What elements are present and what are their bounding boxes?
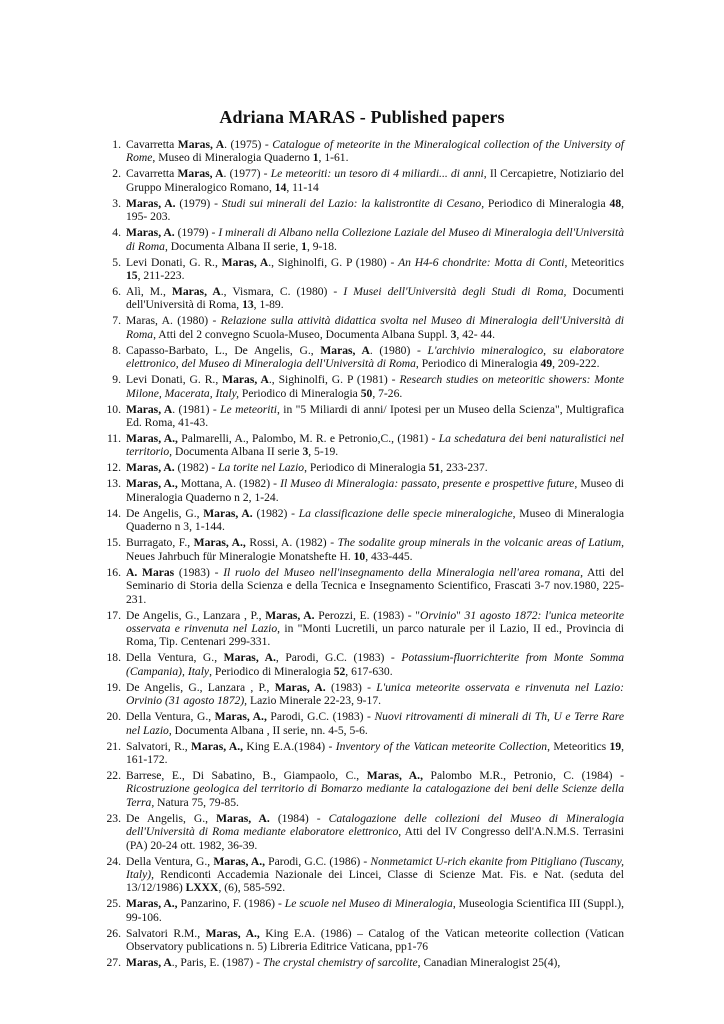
paper-title: The crystal chemistry of sarcolite xyxy=(262,956,418,970)
publication-entry xyxy=(112,255,624,283)
author-highlight: 52 xyxy=(333,664,346,678)
citation-text: Alì, M., xyxy=(126,285,172,299)
citation-text: Atti del Seminario di Storia della Scienza e della Tecnica e Insegnamento Scientifico, Frascati 3-7 nov.1980, 225-231. xyxy=(126,565,624,606)
author-highlight: Maras, A. xyxy=(126,196,176,210)
publication-entry xyxy=(112,373,624,400)
paper-title: Le scuole nel Museo di Mineralogia xyxy=(284,897,453,911)
publication-entry xyxy=(106,402,625,430)
citation-text: , 211-223. xyxy=(137,269,185,283)
author-highlight: 1 xyxy=(312,151,319,165)
publication-entry xyxy=(106,651,625,678)
author-highlight: Maras, A., xyxy=(193,536,246,550)
citation-text: , 7-26. xyxy=(372,386,403,400)
citation-text: . (1977) - xyxy=(223,167,271,181)
citation-text: , Periodico di Mineralogia xyxy=(304,461,429,475)
citation-text: Levi Donati, G. R., xyxy=(126,373,223,387)
author-highlight: 1 xyxy=(301,239,307,253)
citation-text: , Meteoritics xyxy=(547,739,610,753)
publication-entry xyxy=(112,226,625,253)
paper-title: Inventory of the Vatican meteorite Collection xyxy=(335,739,548,753)
citation-text: , Il Cercapietre, Notiziario del Gruppo Mineralogico Romano, xyxy=(126,167,624,194)
citation-text: , 209-222. xyxy=(552,357,600,371)
citation-text: Periodico di Mineralogia xyxy=(239,386,361,400)
citation-text: Levi Donati, G. R., xyxy=(126,255,222,269)
publication-entry xyxy=(106,739,625,767)
citation-text: Della Ventura, G., xyxy=(126,854,214,868)
citation-text: Cavarretta xyxy=(126,167,178,181)
publication-entry xyxy=(106,565,624,606)
citation-text: , in "Monti Lucretili, un parco naturale per il Lazio, II ed., Provincia di Roma, Tip. Centenari 299-331. xyxy=(126,621,624,649)
citation-text: Neues Jahrbuch für Mineralogie Monatshefte H. xyxy=(126,549,354,563)
citation-text: . (1980) - xyxy=(369,343,428,357)
citation-text: , Rendiconti Accademia Nazionale dei Lincei, Classe di Scienze Mat. Fis. e Nat. (seduta del 13/12/1986) xyxy=(126,867,624,895)
publication-entry xyxy=(106,811,625,852)
citation-text: , 42- 44. xyxy=(456,327,496,341)
citation-text: , 195- 203. xyxy=(126,196,625,224)
citation-text: , Periodico di Mineralogia xyxy=(415,357,541,371)
entry-number: 19. xyxy=(106,680,121,694)
entry-number: 14. xyxy=(106,506,121,520)
publication-list xyxy=(106,138,625,972)
paper-title: Nonmetamict U-rich ekanite from Pitigliano (Tuscany, Italy) xyxy=(126,854,624,881)
citation-text: . (1975) - xyxy=(224,138,273,151)
publication-entry xyxy=(106,536,624,563)
citation-text: Barrese, E., Di Sabatino, B., Giampaolo, C., xyxy=(126,768,367,782)
citation-text: , 433-445. xyxy=(365,549,413,563)
publication-entry xyxy=(106,680,625,708)
publication-entry xyxy=(112,285,624,312)
paper-title: L'archivio mineralogico, su elaboratore elettronico, del Museo di Mineralogia dell'Università di Roma xyxy=(126,343,624,371)
author-highlight: Maras, A xyxy=(221,255,269,269)
author-highlight: Maras, A., xyxy=(205,926,260,940)
citation-text: Cavarretta xyxy=(126,138,178,151)
citation-text: Lazio Minerale 22-23, 9-17. xyxy=(247,694,382,708)
entry-number: 2. xyxy=(112,167,121,181)
citation-text: Della Ventura, G., xyxy=(126,651,224,665)
paper-title: Nuovi ritrovamenti di minerali di Th, U e Terre Rare nel Lazio xyxy=(126,710,624,737)
entry-number: 6. xyxy=(112,285,121,299)
publication-entry xyxy=(106,506,624,534)
entry-number: 23. xyxy=(106,811,121,825)
publication-entry xyxy=(112,343,624,371)
citation-text: ., Vismara, C. (1980) - xyxy=(220,285,344,299)
entry-number: 22. xyxy=(106,768,121,782)
citation-text: Palmarelli, A., Palombo, M. R. e Petronio,C., (1981) - xyxy=(177,432,439,446)
publication-entry xyxy=(106,477,624,504)
publication-entry xyxy=(112,138,625,165)
entry-number: 20. xyxy=(106,710,121,724)
citation-text: Maras, A. (1980) - xyxy=(126,314,221,328)
paper-title: Research studies on meteoritic showers: Monte Milone, Macerata, Italy, xyxy=(126,373,624,400)
citation-text: ., Sighinolfi, G. P (1980) - xyxy=(268,255,399,269)
author-highlight: Maras, A. xyxy=(265,608,315,622)
citation-text: , 11-14 xyxy=(286,180,319,194)
citation-text: , Museo di Mineralogia Quaderno xyxy=(152,151,313,165)
author-highlight: Maras, A., xyxy=(126,477,178,491)
citation-text: Museo di Mineralogia Quaderno n 2, 1-24. xyxy=(126,477,624,504)
author-highlight: Maras, A xyxy=(222,373,269,387)
author-highlight: 48 xyxy=(609,196,622,210)
author-highlight: Maras, A xyxy=(177,138,225,151)
author-highlight: Maras, A. xyxy=(126,461,175,475)
paper-title: Le meteoriti xyxy=(220,402,277,416)
citation-text: , 1-89. xyxy=(253,298,284,312)
publication-entry xyxy=(106,768,624,809)
citation-text: Parodi, G.C. (1986) - xyxy=(265,854,371,868)
paper-title: I Musei dell'Università degli Studi di Roma, xyxy=(343,285,567,299)
citation-text: , 617-630. xyxy=(345,664,393,678)
author-highlight: Maras, A., xyxy=(214,710,267,724)
entry-number: 3. xyxy=(112,196,121,210)
citation-text: , 233-237. xyxy=(440,461,488,475)
citation-text: Palombo M.R., Petronio, C. (1984) - xyxy=(422,768,624,782)
citation-text: (1984) - xyxy=(269,811,329,825)
author-highlight: Maras, A xyxy=(320,343,370,357)
citation-text: Mottana, A. (1982) - xyxy=(177,477,281,491)
citation-text: Documenti dell'Università di Roma, xyxy=(126,285,624,312)
entry-number: 24. xyxy=(106,854,121,868)
citation-text: , in "5 Miliardi di anni/ Ipotesi per un Museo della Scienza", Multigrafica Ed. Roma, 41-43. xyxy=(126,402,625,430)
citation-text: , Documenta Albana , II serie, nn. 4-5, 5-6. xyxy=(168,723,368,737)
entry-number: 17. xyxy=(106,608,121,622)
citation-text: , 161-172. xyxy=(126,739,625,766)
publication-entry xyxy=(106,854,624,895)
paper-title: 31 agosto 1872: l'unica meteorite osservata e rinvenuta nel Lazio xyxy=(126,608,624,635)
citation-text: , Periodico di Mineralogia xyxy=(209,664,334,678)
entry-number: 27. xyxy=(106,956,121,970)
entry-number: 4. xyxy=(112,226,121,240)
paper-title: L'unica meteorite osservata e rinvenuta nel Lazio: Orvinio (31 agosto 1872), xyxy=(126,680,625,708)
paper-title: Potassium-fluorrichterite from Monte Somma (Campania), Italy xyxy=(126,651,625,678)
citation-text: (1979) - xyxy=(174,226,219,240)
citation-text: , (6), 585-592. xyxy=(218,881,286,895)
citation-text: , Atti del 2 convegno Scuola-Museo, Documenta Albana Suppl. xyxy=(153,327,451,341)
entry-number: 13. xyxy=(106,477,121,491)
citation-text: (1979) - xyxy=(175,196,222,210)
paper-title: Studi sui minerali del Lazio: la kalistrontite di Cesano xyxy=(221,196,482,210)
publication-entry xyxy=(106,926,624,954)
citation-text: , 5-19. xyxy=(308,445,339,459)
author-highlight: 10 xyxy=(353,549,366,563)
citation-text: Parodi, G.C. (1983) - xyxy=(266,710,375,724)
author-highlight: Maras, A., xyxy=(366,768,423,782)
entry-number: 15. xyxy=(106,536,121,550)
author-highlight: 49 xyxy=(540,357,553,371)
author-highlight: Maras, A. xyxy=(223,651,276,665)
author-highlight: Maras, A., xyxy=(126,897,178,911)
paper-title: La classificazione delle specie mineralogiche xyxy=(298,506,513,520)
citation-text: , Parodi, G.C. (1983) - xyxy=(275,651,402,665)
citation-text: (1983) - xyxy=(325,680,377,694)
citation-text: Salvatori R.M., xyxy=(126,926,206,940)
citation-text: , 1-61. xyxy=(318,151,349,165)
author-highlight: Maras, A xyxy=(126,402,173,416)
paper-title: Il Museo di Mineralogia: passato, presente e prospettive future, xyxy=(280,477,578,491)
author-highlight: 19 xyxy=(609,739,622,753)
citation-text: (1983) - xyxy=(174,565,224,579)
author-highlight: Maras, A. xyxy=(126,226,175,240)
author-highlight: 3 xyxy=(302,445,309,459)
citation-text: King E.A.(1984) - xyxy=(243,739,336,753)
paper-title: Orvinio xyxy=(420,608,457,622)
publication-entry xyxy=(112,196,625,224)
entry-number: 10. xyxy=(106,402,121,416)
author-highlight: Maras, A., xyxy=(213,854,266,868)
author-highlight: Maras, A., xyxy=(191,739,244,753)
author-highlight: Maras, A. xyxy=(216,811,270,825)
author-highlight: 13 xyxy=(242,298,254,312)
paper-title: Catalogazione delle collezioni del Museo di Mineralogia dell'Università di Roma mediante elaboratore elettronico xyxy=(126,811,625,839)
publication-entry xyxy=(106,432,624,459)
paper-title: An H4-6 chondrite: Motta di Conti xyxy=(398,255,565,269)
citation-text: " xyxy=(456,608,465,622)
paper-title: Relazione sulla attività didattica svolta nel Museo di Mineralogia dell'Università di Roma xyxy=(126,314,624,341)
citation-text: Natura 75, 79-85. xyxy=(154,795,239,809)
citation-text: , Meteoritics xyxy=(564,255,624,269)
publication-entry xyxy=(106,710,624,737)
citation-text: ., Sighinolfi, G. P (1981) - xyxy=(268,373,400,387)
paper-title: La torite nel Lazio xyxy=(218,461,305,475)
author-highlight: Maras, A. xyxy=(274,680,326,694)
publication-entry xyxy=(106,956,624,970)
author-highlight: Maras, A xyxy=(177,167,224,181)
citation-text: Della Ventura, G., xyxy=(126,710,215,724)
entry-number: 1. xyxy=(112,138,121,151)
author-highlight: 3 xyxy=(450,327,457,341)
citation-text: . (1981) - xyxy=(172,402,221,416)
publication-entry xyxy=(112,314,624,341)
author-highlight: Maras, A. xyxy=(203,506,253,520)
author-highlight: Maras, A xyxy=(126,956,172,970)
citation-text: King E.A. (1986) – Catalog of the Vatican meteorite collection (Vatican Observatory publications n. 5) Libreria Editrice Vaticana, pp1-76 xyxy=(126,926,624,954)
entry-number: 16. xyxy=(106,565,121,579)
paper-title: La schedatura dei beni naturalistici nel territorio, xyxy=(126,432,624,459)
citation-text: Perozzi, E. (1983) - " xyxy=(314,608,421,622)
author-highlight: Maras, A., xyxy=(126,432,178,446)
publication-entry xyxy=(112,167,624,194)
author-highlight: 50 xyxy=(360,386,373,400)
paper-title: Catalogue of meteorite in the Mineralogical collection of the University of Rome xyxy=(126,138,625,165)
citation-text: Burragato, F., xyxy=(126,536,194,550)
publication-entry xyxy=(106,461,624,475)
paper-title: Ricostruzione geologica del territorio di Bomarzo mediante la catalogazione dei beni delle Scienze della Terra, xyxy=(126,782,624,809)
citation-text: , Museo di Mineralogia Quaderno n 3, 1-144. xyxy=(126,506,624,534)
entry-number: 11. xyxy=(106,432,121,446)
entry-number: 21. xyxy=(106,739,121,753)
paper-title: I minerali di Albano nella Collezione Laziale del Museo di Mineralogia dell'Università di Roma xyxy=(126,226,625,253)
citation-text: Rossi, A. (1982) - xyxy=(245,536,338,550)
citation-text: ., Paris, E. (1987) - xyxy=(171,956,263,970)
citation-text: Documenta Albana II serie xyxy=(172,445,303,459)
citation-text: , Canadian Mineralogist 25(4), xyxy=(417,956,561,970)
author-highlight: Maras, A xyxy=(171,285,221,299)
citation-text: , Museologia Scientifica III (Suppl.), 99-106. xyxy=(126,897,624,924)
citation-text: De Angelis, G., Lanzara , P., xyxy=(126,608,266,622)
page-title: Adriana MARAS - Published papers xyxy=(219,107,505,127)
paper-title: Le meteoriti: un tesoro di 4 miliardi... di anni xyxy=(270,167,484,181)
citation-text: , Documenta Albana II serie, xyxy=(164,239,302,253)
publication-entry xyxy=(106,897,624,924)
citation-text: De Angelis, G., xyxy=(126,506,204,520)
citation-text: De Angelis, G., xyxy=(126,811,217,825)
author-highlight: 15 xyxy=(126,269,138,283)
citation-text: , Periodico di Mineralogia xyxy=(481,196,610,210)
entry-number: 26. xyxy=(106,926,121,940)
entry-number: 18. xyxy=(106,651,121,665)
entry-number: 5. xyxy=(112,255,121,269)
entry-number: 8. xyxy=(112,343,121,357)
entry-number: 7. xyxy=(112,314,121,328)
citation-text: Salvatori, R., xyxy=(126,739,192,753)
author-highlight: A. Maras xyxy=(126,565,175,579)
entry-number: 9. xyxy=(112,373,121,387)
paper-title: The sodalite group minerals in the volcanic areas of Latium, xyxy=(337,536,624,550)
author-highlight: 14 xyxy=(274,180,287,194)
citation-text: (1982) - xyxy=(252,506,299,520)
paper-title: Il ruolo del Museo nell'insegnamento della Mineralogia nell'area romana, xyxy=(223,565,583,579)
entry-number: 25. xyxy=(106,897,121,911)
citation-text: , Atti del IV Congresso dell'A.N.M.S. Terrasini (PA) 20-24 ott. 1982, 36-39. xyxy=(126,825,624,852)
author-highlight: 51 xyxy=(428,461,441,475)
citation-text: (1982) - xyxy=(174,461,219,475)
entry-number: 12. xyxy=(106,461,121,475)
citation-text: De Angelis, G., Lanzara , P., xyxy=(126,680,275,694)
citation-text: Panzarino, F. (1986) - xyxy=(177,897,285,911)
citation-text: , 9-18. xyxy=(306,239,337,253)
publication-entry xyxy=(106,608,624,649)
author-highlight: LXXX xyxy=(185,881,219,895)
citation-text: Capasso-Barbato, L., De Angelis, G., xyxy=(126,343,321,357)
